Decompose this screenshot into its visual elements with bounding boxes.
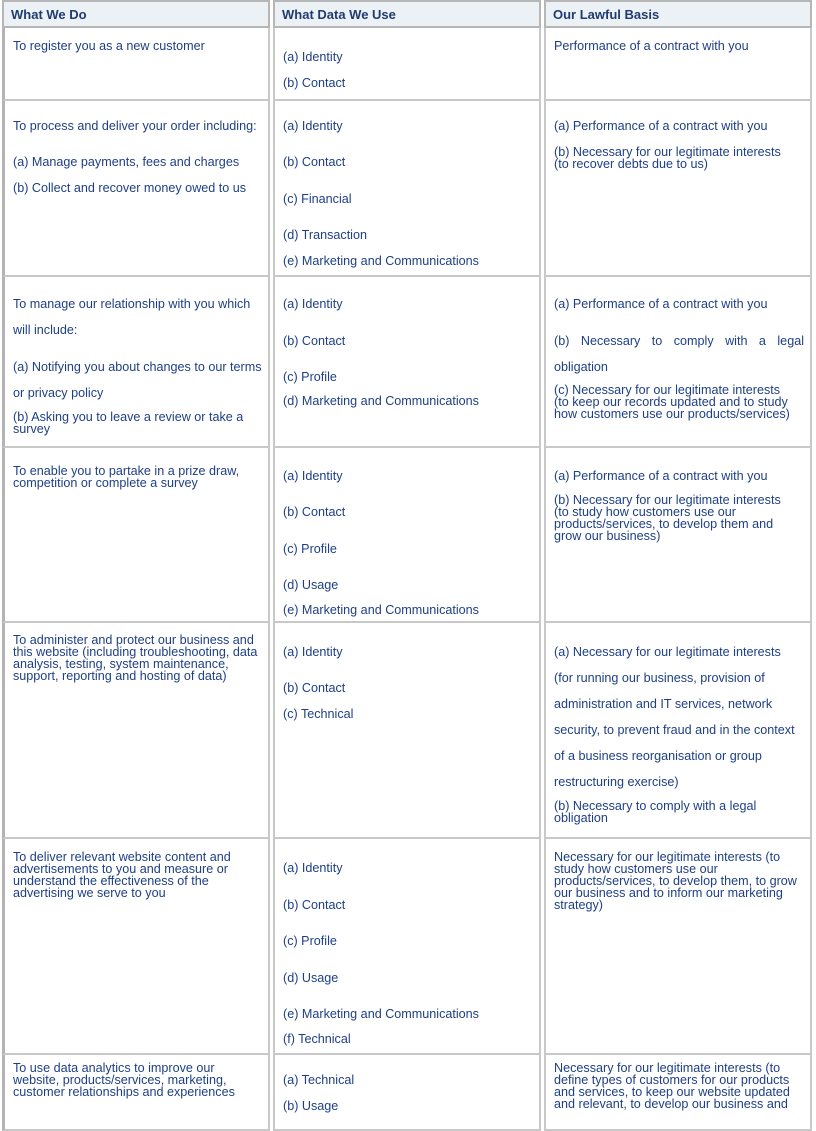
cell-data-used bbox=[273, 448, 541, 623]
cell-text: (a) Identity bbox=[283, 469, 343, 483]
table-row bbox=[0, 623, 816, 839]
cell-lawful-basis bbox=[544, 623, 812, 839]
cell-text: restructuring exercise) bbox=[554, 775, 679, 789]
cell-text: Necessary for our legitimate interests (to bbox=[554, 1061, 781, 1075]
cell-text: (c) Necessary for our legitimate interests bbox=[554, 383, 781, 397]
cell-what-we-do bbox=[2, 448, 270, 623]
cell-text: this website (including troubleshooting, data bbox=[13, 645, 258, 659]
header-our-lawful-basis: Our Lawful Basis bbox=[544, 0, 812, 28]
cell-text: (e) Marketing and Communications bbox=[283, 603, 479, 617]
cell-text: To manage our relationship with you which bbox=[13, 297, 251, 311]
cell-text: (b) Contact bbox=[283, 505, 346, 519]
cell-text: To register you as a new customer bbox=[13, 39, 205, 53]
cell-text: (d) Usage bbox=[283, 578, 339, 592]
cell-text: (b) Contact bbox=[283, 76, 346, 90]
cell-data-used bbox=[273, 101, 541, 277]
cell-text: (to recover debts due to us) bbox=[554, 157, 709, 171]
table-row bbox=[0, 1055, 816, 1131]
table-header bbox=[0, 0, 816, 28]
cell-text: administration and IT services, network bbox=[554, 697, 773, 711]
cell-text: (b) Necessary for our legitimate interests bbox=[554, 145, 781, 159]
cell-text: (b) Necessary to comply with a legal bbox=[554, 334, 804, 348]
table-row bbox=[0, 839, 816, 1055]
cell-text: (c) Profile bbox=[283, 370, 337, 384]
cell-what-we-do bbox=[2, 1055, 270, 1131]
cell-text: support, reporting and hosting of data) bbox=[13, 669, 227, 683]
cell-text: understand the effectiveness of the bbox=[13, 874, 209, 888]
cell-text: (c) Profile bbox=[283, 542, 337, 556]
cell-text: or privacy policy bbox=[13, 386, 104, 400]
cell-text: (c) Technical bbox=[283, 707, 354, 721]
cell-text: (b) Collect and recover money owed to us bbox=[13, 181, 247, 195]
cell-text: analysis, testing, system maintenance, bbox=[13, 657, 229, 671]
cell-text: Necessary for our legitimate interests (to bbox=[554, 850, 781, 864]
cell-text: (b) Usage bbox=[283, 1099, 339, 1113]
table-row bbox=[0, 277, 816, 448]
cell-lawful-basis bbox=[544, 277, 812, 448]
cell-text: website, products/services, marketing, bbox=[13, 1073, 227, 1087]
cell-text: (a) Identity bbox=[283, 297, 343, 311]
header-what-we-do: What We Do bbox=[2, 0, 270, 28]
cell-what-we-do bbox=[2, 277, 270, 448]
cell-text: (to study how customers use our bbox=[554, 505, 736, 519]
cell-data-used bbox=[273, 839, 541, 1055]
cell-text: (a) Performance of a contract with you bbox=[554, 297, 768, 311]
cell-text: (b) Contact bbox=[283, 681, 346, 695]
cell-what-we-do bbox=[2, 839, 270, 1055]
cell-lawful-basis bbox=[544, 448, 812, 623]
cell-text: (a) Identity bbox=[283, 645, 343, 659]
cell-text: (f) Technical bbox=[283, 1032, 351, 1046]
cell-text: advertising we serve to you bbox=[13, 886, 166, 900]
cell-text: advertisements to you and measure or bbox=[13, 862, 228, 876]
cell-text: (a) Necessary for our legitimate interests bbox=[554, 645, 781, 659]
cell-text: (e) Marketing and Communications bbox=[283, 1007, 479, 1021]
cell-text: products/services, to develop them, to grow bbox=[554, 874, 797, 888]
cell-text: competition or complete a survey bbox=[13, 476, 198, 490]
cell-text: study how customers use our bbox=[554, 862, 718, 876]
cell-lawful-basis bbox=[544, 28, 812, 101]
cell-text: To process and deliver your order including: bbox=[13, 119, 257, 133]
cell-what-we-do bbox=[2, 101, 270, 277]
cell-text: strategy) bbox=[554, 898, 603, 912]
cell-text: (a) Identity bbox=[283, 119, 343, 133]
cell-text: (to keep our records updated and to study bbox=[554, 395, 788, 409]
cell-text: (a) Identity bbox=[283, 861, 343, 875]
cell-text: (b) Necessary for our legitimate interests bbox=[554, 493, 781, 507]
cell-text: (c) Profile bbox=[283, 934, 337, 948]
cell-text: will include: bbox=[13, 323, 78, 337]
cell-text: grow our business) bbox=[554, 529, 661, 543]
header-what-data-we-use: What Data We Use bbox=[273, 0, 541, 28]
cell-text: (b) Contact bbox=[283, 155, 346, 169]
cell-text: (e) Marketing and Communications bbox=[283, 254, 479, 268]
cell-text: obligation bbox=[554, 360, 608, 374]
cell-text: To deliver relevant website content and bbox=[13, 850, 231, 864]
table-row bbox=[0, 28, 816, 101]
cell-text: (b) Contact bbox=[283, 898, 346, 912]
cell-text: and services, to keep our website updated bbox=[554, 1085, 790, 1099]
cell-what-we-do bbox=[2, 28, 270, 101]
cell-text: (a) Performance of a contract with you bbox=[554, 119, 768, 133]
cell-lawful-basis bbox=[544, 101, 812, 277]
cell-text: (d) Usage bbox=[283, 971, 339, 985]
cell-text: customer relationships and experiences bbox=[13, 1085, 235, 1099]
cell-text: (d) Marketing and Communications bbox=[283, 394, 479, 408]
cell-text: and relevant, to develop our business and bbox=[554, 1097, 788, 1111]
cell-lawful-basis bbox=[544, 839, 812, 1055]
cell-text: (b) Contact bbox=[283, 334, 346, 348]
cell-text: define types of customers for our products bbox=[554, 1073, 790, 1087]
cell-text: (a) Identity bbox=[283, 50, 343, 64]
cell-text: Performance of a contract with you bbox=[554, 39, 749, 53]
cell-lawful-basis bbox=[544, 1055, 812, 1131]
cell-data-used bbox=[273, 277, 541, 448]
cell-data-used bbox=[273, 28, 541, 101]
cell-text: To enable you to partake in a prize draw, bbox=[13, 464, 240, 478]
cell-text: (c) Financial bbox=[283, 192, 352, 206]
cell-text: products/services, to develop them and bbox=[554, 517, 774, 531]
cell-text: (b) Asking you to leave a review or take a bbox=[13, 410, 244, 424]
cell-text: (a) Manage payments, fees and charges bbox=[13, 155, 240, 169]
cell-text: (a) Technical bbox=[283, 1073, 355, 1087]
cell-text: To use data analytics to improve our bbox=[13, 1061, 215, 1075]
cell-what-we-do bbox=[2, 623, 270, 839]
cell-text: how customers use our products/services) bbox=[554, 407, 790, 421]
cell-text: our business and to inform our marketing bbox=[554, 886, 783, 900]
cell-text: (a) Performance of a contract with you bbox=[554, 469, 768, 483]
cell-text: (for running our business, provision of bbox=[554, 671, 765, 685]
cell-text: (b) Necessary to comply with a legal bbox=[554, 799, 757, 813]
table-row bbox=[0, 101, 816, 277]
cell-text: security, to prevent fraud and in the context bbox=[554, 723, 795, 737]
cell-text: To administer and protect our business and bbox=[13, 633, 254, 647]
cell-data-used bbox=[273, 1055, 541, 1131]
cell-text: (d) Transaction bbox=[283, 228, 367, 242]
cell-text: obligation bbox=[554, 811, 608, 825]
cell-text: (a) Notifying you about changes to our terms bbox=[13, 360, 262, 374]
cell-text: of a business reorganisation or group bbox=[554, 749, 762, 763]
table-row bbox=[0, 448, 816, 623]
cell-text: survey bbox=[13, 422, 51, 436]
cell-data-used bbox=[273, 623, 541, 839]
